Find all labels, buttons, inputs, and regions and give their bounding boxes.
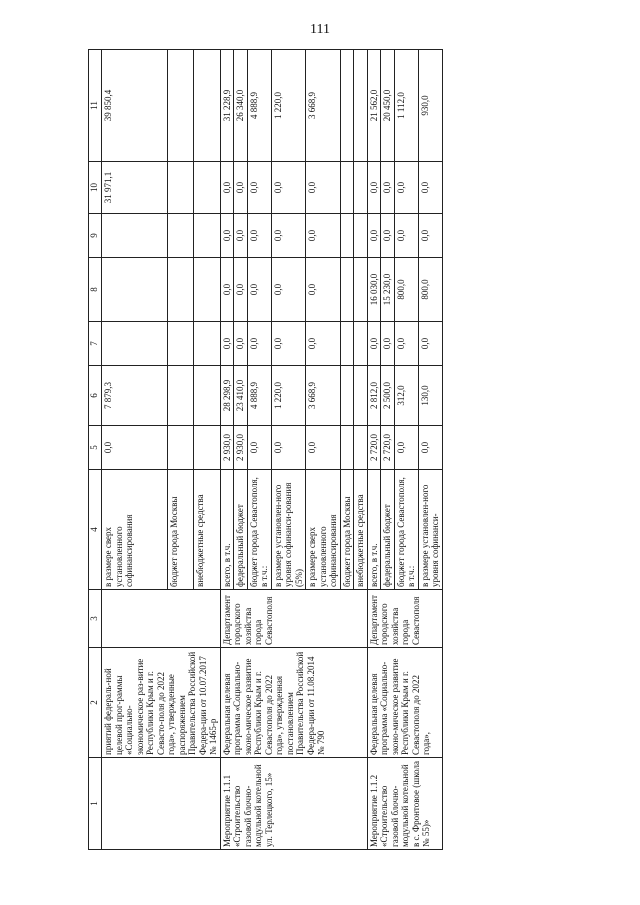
table-cell	[194, 322, 220, 366]
program-cell: приятий федераль-ной целевой прог-раммы «Социально-экономическое раз-витие Республики Крым и г. Севасто-поля до 2022 года», утвержденные распоряжением Правительства Российской Федера-ции от 10.07.2017 № 1465-р	[102, 648, 221, 758]
table-cell	[168, 366, 194, 426]
table-cell: 3 668,9	[306, 50, 341, 162]
table-cell: 0,0	[271, 258, 306, 322]
table-cell: 3 668,9	[306, 366, 341, 426]
table-cell: 26 340,0	[234, 50, 248, 162]
table-cell: 130,0	[418, 366, 442, 426]
header-cell: 4	[89, 470, 102, 590]
table-cell: 0,0	[367, 214, 381, 258]
table-cell	[102, 214, 168, 258]
table-cell: 0,0	[394, 322, 418, 366]
table-cell: 0,0	[394, 426, 418, 470]
table-cell: 0,0	[220, 322, 234, 366]
table-cell: 0,0	[220, 162, 234, 214]
table-cell: 0,0	[271, 426, 306, 470]
table-cell: 31 971,1	[102, 162, 168, 214]
table-cell: 0,0	[418, 162, 442, 214]
table-cell: 21 562,0	[367, 50, 381, 162]
table-cell: 0,0	[271, 214, 306, 258]
table-cell: 1 220,0	[271, 366, 306, 426]
table-cell	[340, 162, 354, 214]
table-cell: 20 450,0	[381, 50, 395, 162]
table-cell: 0,0	[234, 214, 248, 258]
table-cell: бюджет города Севастополя, в т.ч.:	[394, 470, 418, 590]
table-cell	[168, 322, 194, 366]
header-cell: 8	[89, 258, 102, 322]
table-cell	[194, 162, 220, 214]
table-cell: 0,0	[306, 162, 341, 214]
table-cell: в размере сверх установленного софинансирования	[102, 470, 168, 590]
table-cell: 0,0	[394, 214, 418, 258]
table-cell: 0,0	[381, 162, 395, 214]
table-cell: 0,0	[306, 258, 341, 322]
table-cell: 0,0	[234, 258, 248, 322]
header-row	[89, 50, 102, 850]
table-cell: 0,0	[247, 214, 271, 258]
table-cell: 0,0	[234, 322, 248, 366]
table-row	[102, 50, 168, 850]
table-cell	[194, 366, 220, 426]
table-cell: 4 888,9	[247, 50, 271, 162]
department-cell: Департамент городского хозяйства города Севастополя	[367, 590, 442, 648]
table-cell: 2 930,0	[234, 426, 248, 470]
table-cell: 0,0	[247, 426, 271, 470]
table-cell: 2 720,0	[367, 426, 381, 470]
table-cell: 7 879,3	[102, 366, 168, 426]
table-cell	[340, 366, 354, 426]
table-cell: 0,0	[381, 322, 395, 366]
table-cell: 0,0	[102, 426, 168, 470]
table-cell: 2 500,0	[381, 366, 395, 426]
table-cell	[354, 50, 368, 162]
table-cell: 1 112,0	[394, 50, 418, 162]
table-cell: 1 220,0	[271, 50, 306, 162]
table-cell	[102, 258, 168, 322]
measure-cell: Мероприятие 1.1.2 «Строительство газовой блочно-модульной котельной в с. Фронтовое (школа № 55)»	[367, 758, 442, 850]
table-cell: бюджет города Севастополя, в т.ч.:	[247, 470, 271, 590]
table-cell: 2 720,0	[381, 426, 395, 470]
table-cell: внебюджетные средства	[354, 470, 368, 590]
table-cell: 0,0	[247, 322, 271, 366]
table-cell: в размере сверх установленного софинансирования	[306, 470, 341, 590]
table-cell: федеральный бюджет	[381, 470, 395, 590]
table-cell: 0,0	[418, 426, 442, 470]
table-cell: 0,0	[247, 162, 271, 214]
table-cell: всего, в т.ч.	[220, 470, 234, 590]
table-cell	[340, 214, 354, 258]
header-cell: 1	[89, 758, 102, 850]
table-cell: бюджет города Москвы	[340, 470, 354, 590]
header-cell: 9	[89, 214, 102, 258]
table-cell	[194, 426, 220, 470]
table-cell: 0,0	[367, 162, 381, 214]
table-cell: 15 230,0	[381, 258, 395, 322]
header-cell: 10	[89, 162, 102, 214]
table-cell	[168, 258, 194, 322]
table-cell: 4 888,9	[247, 366, 271, 426]
header-cell: 3	[89, 590, 102, 648]
table-cell: 0,0	[367, 322, 381, 366]
program-cell: Федеральная целевая программа «Социально-эконо-мическое развитие Республики Крым и г. Севастополя до 2022 года»,	[367, 648, 442, 758]
table-cell: 0,0	[247, 258, 271, 322]
department-cell: Департамент городского хозяйства города Севастополя	[220, 590, 367, 648]
table-cell: 800,0	[394, 258, 418, 322]
table-cell	[354, 162, 368, 214]
table-row	[367, 50, 381, 850]
table-cell	[340, 426, 354, 470]
table-cell: 0,0	[234, 162, 248, 214]
table-cell	[102, 322, 168, 366]
table-cell	[354, 366, 368, 426]
table-cell	[340, 50, 354, 162]
measure-cell: Мероприятие 1.1.1 «Строительство газовой блочно-модульной котельной ул. Терлецкого, 15»	[220, 758, 367, 850]
table-cell: 0,0	[220, 214, 234, 258]
header-cell: 5	[89, 426, 102, 470]
header-cell: 11	[89, 50, 102, 162]
table-cell: 0,0	[271, 162, 306, 214]
table-cell	[194, 50, 220, 162]
table-cell: 2 812,0	[367, 366, 381, 426]
header-cell: 6	[89, 366, 102, 426]
table-cell: 0,0	[418, 322, 442, 366]
page-number: 111	[310, 22, 330, 37]
table-cell: 0,0	[394, 162, 418, 214]
table-cell: 0,0	[418, 214, 442, 258]
table-cell: 930,0	[418, 50, 442, 162]
table-cell: в размере установлен-ного уровня софинанси-	[418, 470, 442, 590]
table-cell	[168, 214, 194, 258]
table-cell: всего, в т.ч.	[367, 470, 381, 590]
table-cell	[354, 322, 368, 366]
table-cell: 0,0	[220, 258, 234, 322]
rotated-table-container	[88, 50, 600, 850]
table-cell: федеральный бюджет	[234, 470, 248, 590]
table-cell: 0,0	[381, 214, 395, 258]
table-cell	[194, 214, 220, 258]
header-cell: 2	[89, 648, 102, 758]
table-cell	[354, 258, 368, 322]
table-cell: 0,0	[306, 426, 341, 470]
table-cell	[168, 162, 194, 214]
table-cell: 39 850,4	[102, 50, 168, 162]
table-cell	[168, 426, 194, 470]
table-cell: 0,0	[271, 322, 306, 366]
table-cell	[340, 258, 354, 322]
table-cell: 800,0	[418, 258, 442, 322]
table-cell: 28 298,9	[220, 366, 234, 426]
table-row	[220, 50, 234, 850]
table-cell: 0,0	[306, 214, 341, 258]
header-cell: 7	[89, 322, 102, 366]
program-cell: Федеральная целевая программа «Социально-эконо-мическое развитие Республики Крым и г. Севастополя до 2022 года», утвержденная постановлением Правительства Российской Федера-ции от 11.08.2014 № 790	[220, 648, 367, 758]
table-cell: 312,0	[394, 366, 418, 426]
table-cell	[340, 322, 354, 366]
table-cell	[194, 258, 220, 322]
budget-table	[88, 49, 443, 850]
table-cell	[354, 426, 368, 470]
table-cell: бюджет города Москвы	[168, 470, 194, 590]
table-cell	[168, 50, 194, 162]
table-cell: внебюджетные средства	[194, 470, 220, 590]
table-cell: 23 410,0	[234, 366, 248, 426]
table-cell: 0,0	[306, 322, 341, 366]
table-cell: 31 228,9	[220, 50, 234, 162]
table-cell: 16 030,0	[367, 258, 381, 322]
table-cell: 2 930,0	[220, 426, 234, 470]
table-cell	[354, 214, 368, 258]
table-cell: в размере установлен-ного уровня софинанси-рования (5%)	[271, 470, 306, 590]
